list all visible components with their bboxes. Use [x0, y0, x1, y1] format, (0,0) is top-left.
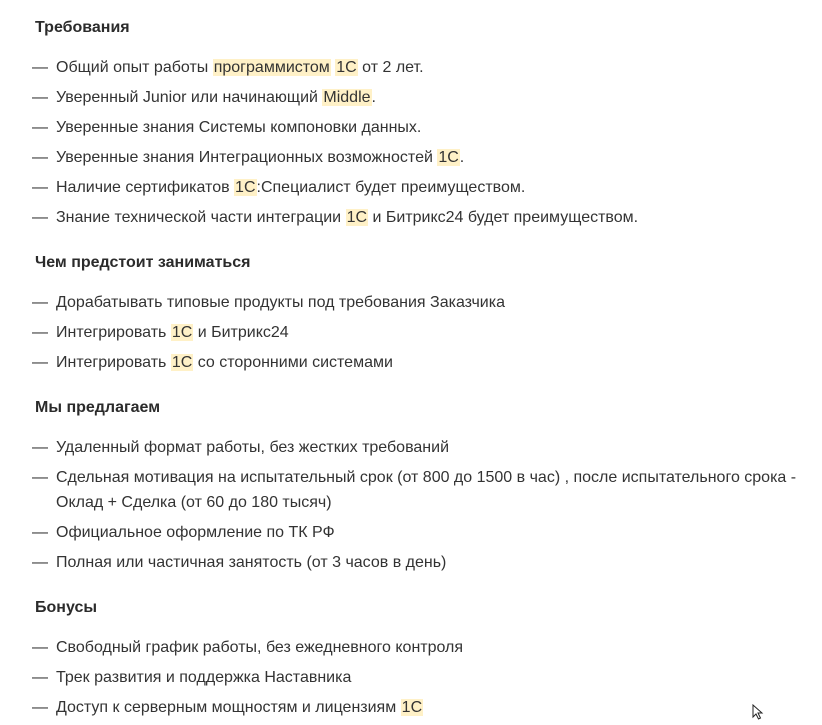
dash-marker: — — [32, 639, 48, 656]
section-spacer — [35, 235, 805, 253]
section-title: Чем предстоит заниматься — [35, 254, 251, 271]
sections-container — [32, 18, 805, 720]
dash-marker: — — [32, 669, 48, 686]
list-item: — Доступ к серверным мощностям и лицензиям 1С — [35, 695, 805, 720]
highlighted-term: 1С — [171, 324, 193, 341]
dash-marker: — — [32, 554, 48, 571]
section-title: Требования — [35, 19, 130, 36]
highlighted-term: 1С — [235, 179, 256, 196]
dash-marker: — — [32, 149, 48, 166]
highlighted-term: 1С — [336, 59, 357, 76]
list-item: — Свободный график работы, без ежедневного контроля — [35, 635, 805, 660]
highlighted-term: 1С — [401, 699, 423, 716]
vacancy-description — [32, 18, 805, 725]
title-spacer — [35, 273, 805, 290]
dash-marker: — — [32, 89, 48, 106]
list-item: — Знание технической части интеграции 1С и Битрикс24 будет преимуществом. — [35, 205, 805, 230]
dash-marker: — — [32, 524, 48, 541]
section-title: Мы предлагаем — [35, 399, 161, 416]
title-spacer — [35, 618, 805, 635]
highlighted-term: 1С — [171, 354, 193, 371]
bullet-list — [32, 290, 805, 375]
highlighted-term: 1С — [438, 149, 459, 166]
section-spacer — [35, 380, 805, 398]
list-item: — Удаленный формат работы, без жестких требований — [35, 435, 805, 460]
highlighted-term: 1С — [346, 209, 368, 226]
dash-marker: — — [32, 699, 48, 716]
dash-marker: — — [32, 59, 48, 76]
list-item: — Общий опыт работы программистом 1С от 2 лет. — [35, 55, 805, 80]
list-item: — Интегрировать 1С и Битрикс24 — [35, 320, 805, 345]
dash-marker: — — [32, 209, 48, 226]
list-item: — Уверенные знания Интеграционных возможностей 1С. — [35, 145, 805, 170]
bullet-list — [32, 435, 805, 575]
list-item: — Официальное оформление по ТК РФ — [35, 520, 805, 545]
dash-marker: — — [32, 294, 48, 311]
list-item: — Уверенные знания Системы компоновки данных. — [35, 115, 805, 140]
list-item: — Интегрировать 1С со сторонними системами — [35, 350, 805, 375]
list-item: — Полная или частичная занятость (от 3 часов в день) — [35, 550, 805, 575]
bullet-list — [32, 635, 805, 720]
dash-marker: — — [32, 119, 48, 136]
list-item: — Сдельная мотивация на испытательный срок (от 800 до 1500 в час) , после испытательного срока - Оклад + Сделка (от 60 до 180 тысяч) — [35, 465, 805, 515]
bullet-list — [32, 55, 805, 230]
dash-marker: — — [32, 354, 48, 371]
list-item: — Уверенный Junior или начинающий Middle. — [35, 85, 805, 110]
title-spacer — [35, 38, 805, 55]
section-title: Бонусы — [35, 599, 97, 616]
highlighted-term: программистом — [213, 59, 330, 76]
list-item: — Наличие сертификатов 1С:Специалист будет преимуществом. — [35, 175, 805, 200]
dash-marker: — — [32, 439, 48, 456]
dash-marker: — — [32, 469, 48, 486]
highlighted-term: Middle — [323, 89, 371, 106]
title-spacer — [35, 418, 805, 435]
list-item: — Трек развития и поддержка Наставника — [35, 665, 805, 690]
dash-marker: — — [32, 324, 48, 341]
list-item: — Дорабатывать типовые продукты под требования Заказчика — [35, 290, 805, 315]
section-spacer — [35, 580, 805, 598]
dash-marker: — — [32, 179, 48, 196]
